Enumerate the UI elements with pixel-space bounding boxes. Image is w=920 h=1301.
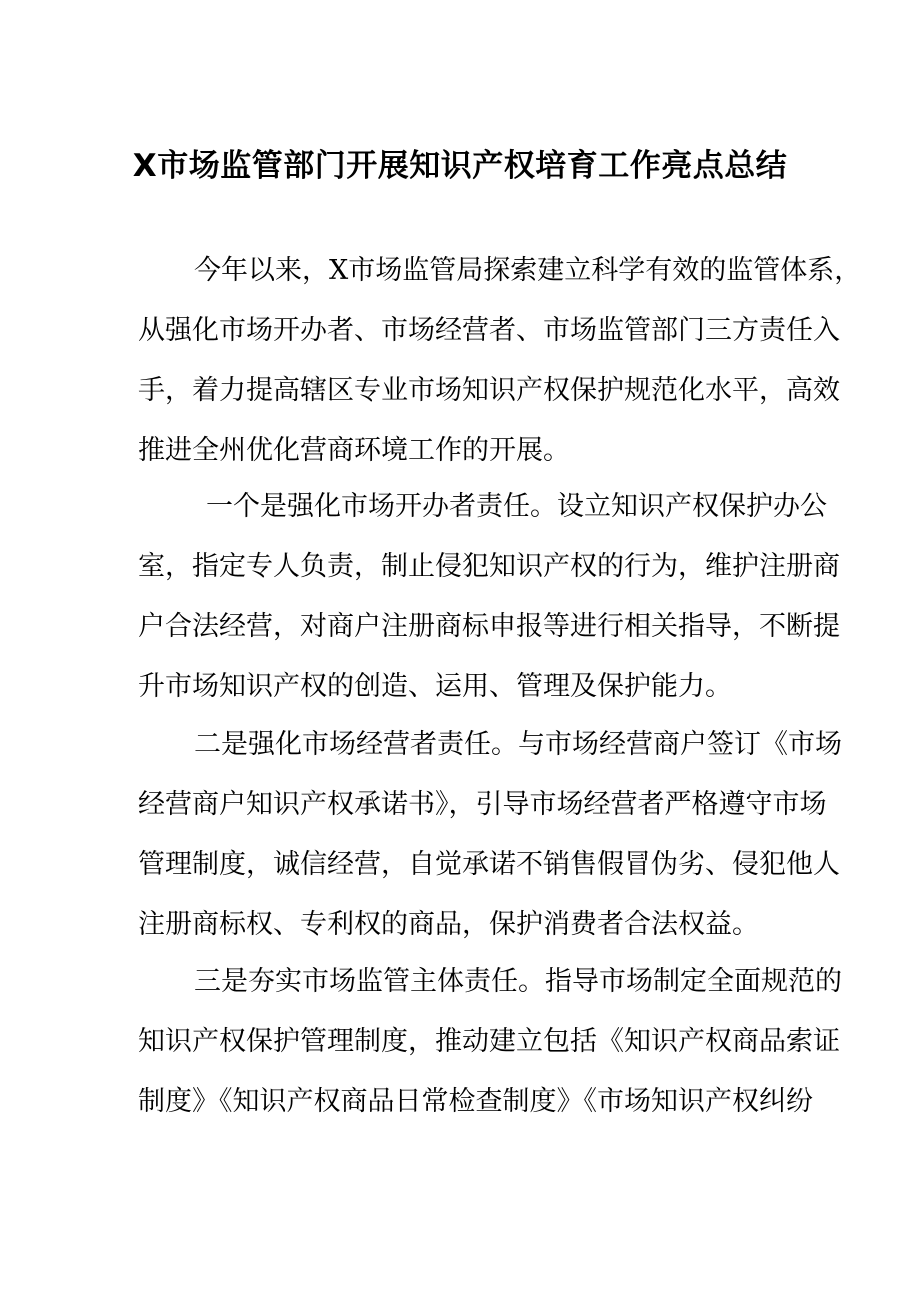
paragraph-line: 室，指定专人负责，制止侵犯知识产权的行为，维护注册商 — [138, 551, 840, 582]
paragraph-intro — [138, 241, 862, 481]
paragraph-line: 知识产权保护管理制度，推动建立包括《知识产权商品索证 — [138, 1026, 840, 1057]
document-title: X市场监管部门开展知识产权培育工作亮点总结 — [132, 147, 788, 184]
paragraph-line: 二是强化市场经营者责任。与市场经营商户签订《市场 — [194, 729, 842, 760]
paragraph-line: 经营商户知识产权承诺书》，引导市场经营者严格遵守市场 — [138, 789, 827, 820]
paragraph-line: 一个是强化市场开办者责任。设立知识产权保护办公 — [206, 491, 827, 522]
paragraph-point-two — [138, 715, 842, 955]
paragraph-line: 推进全州优化营商环境工作的开展。 — [138, 435, 570, 466]
paragraph-line: 手，着力提高辖区专业市场知识产权保护规范化水平，高效 — [138, 375, 840, 406]
paragraph-line: 制度》《知识产权商品日常检查制度》《市场知识产权纠纷 — [138, 1086, 813, 1117]
paragraph-point-three — [138, 952, 842, 1132]
paragraph-line: 今年以来，X市场监管局探索建立科学有效的监管体系， — [194, 255, 862, 286]
paragraph-line: 注册商标权、专利权的商品，保护消费者合法权益。 — [138, 909, 759, 940]
paragraph-line: 管理制度，诚信经营，自觉承诺不销售假冒伪劣、侵犯他人 — [138, 849, 840, 880]
paragraph-line: 三是夯实市场监管主体责任。指导市场制定全面规范的 — [194, 966, 842, 997]
paragraph-line: 从强化市场开办者、市场经营者、市场监管部门三方责任入 — [138, 315, 840, 346]
paragraph-point-one — [138, 477, 840, 717]
paragraph-line: 户合法经营，对商户注册商标申报等进行相关指导，不断提 — [138, 611, 840, 642]
paragraph-line: 升市场知识产权的创造、运用、管理及保护能力。 — [138, 671, 732, 702]
